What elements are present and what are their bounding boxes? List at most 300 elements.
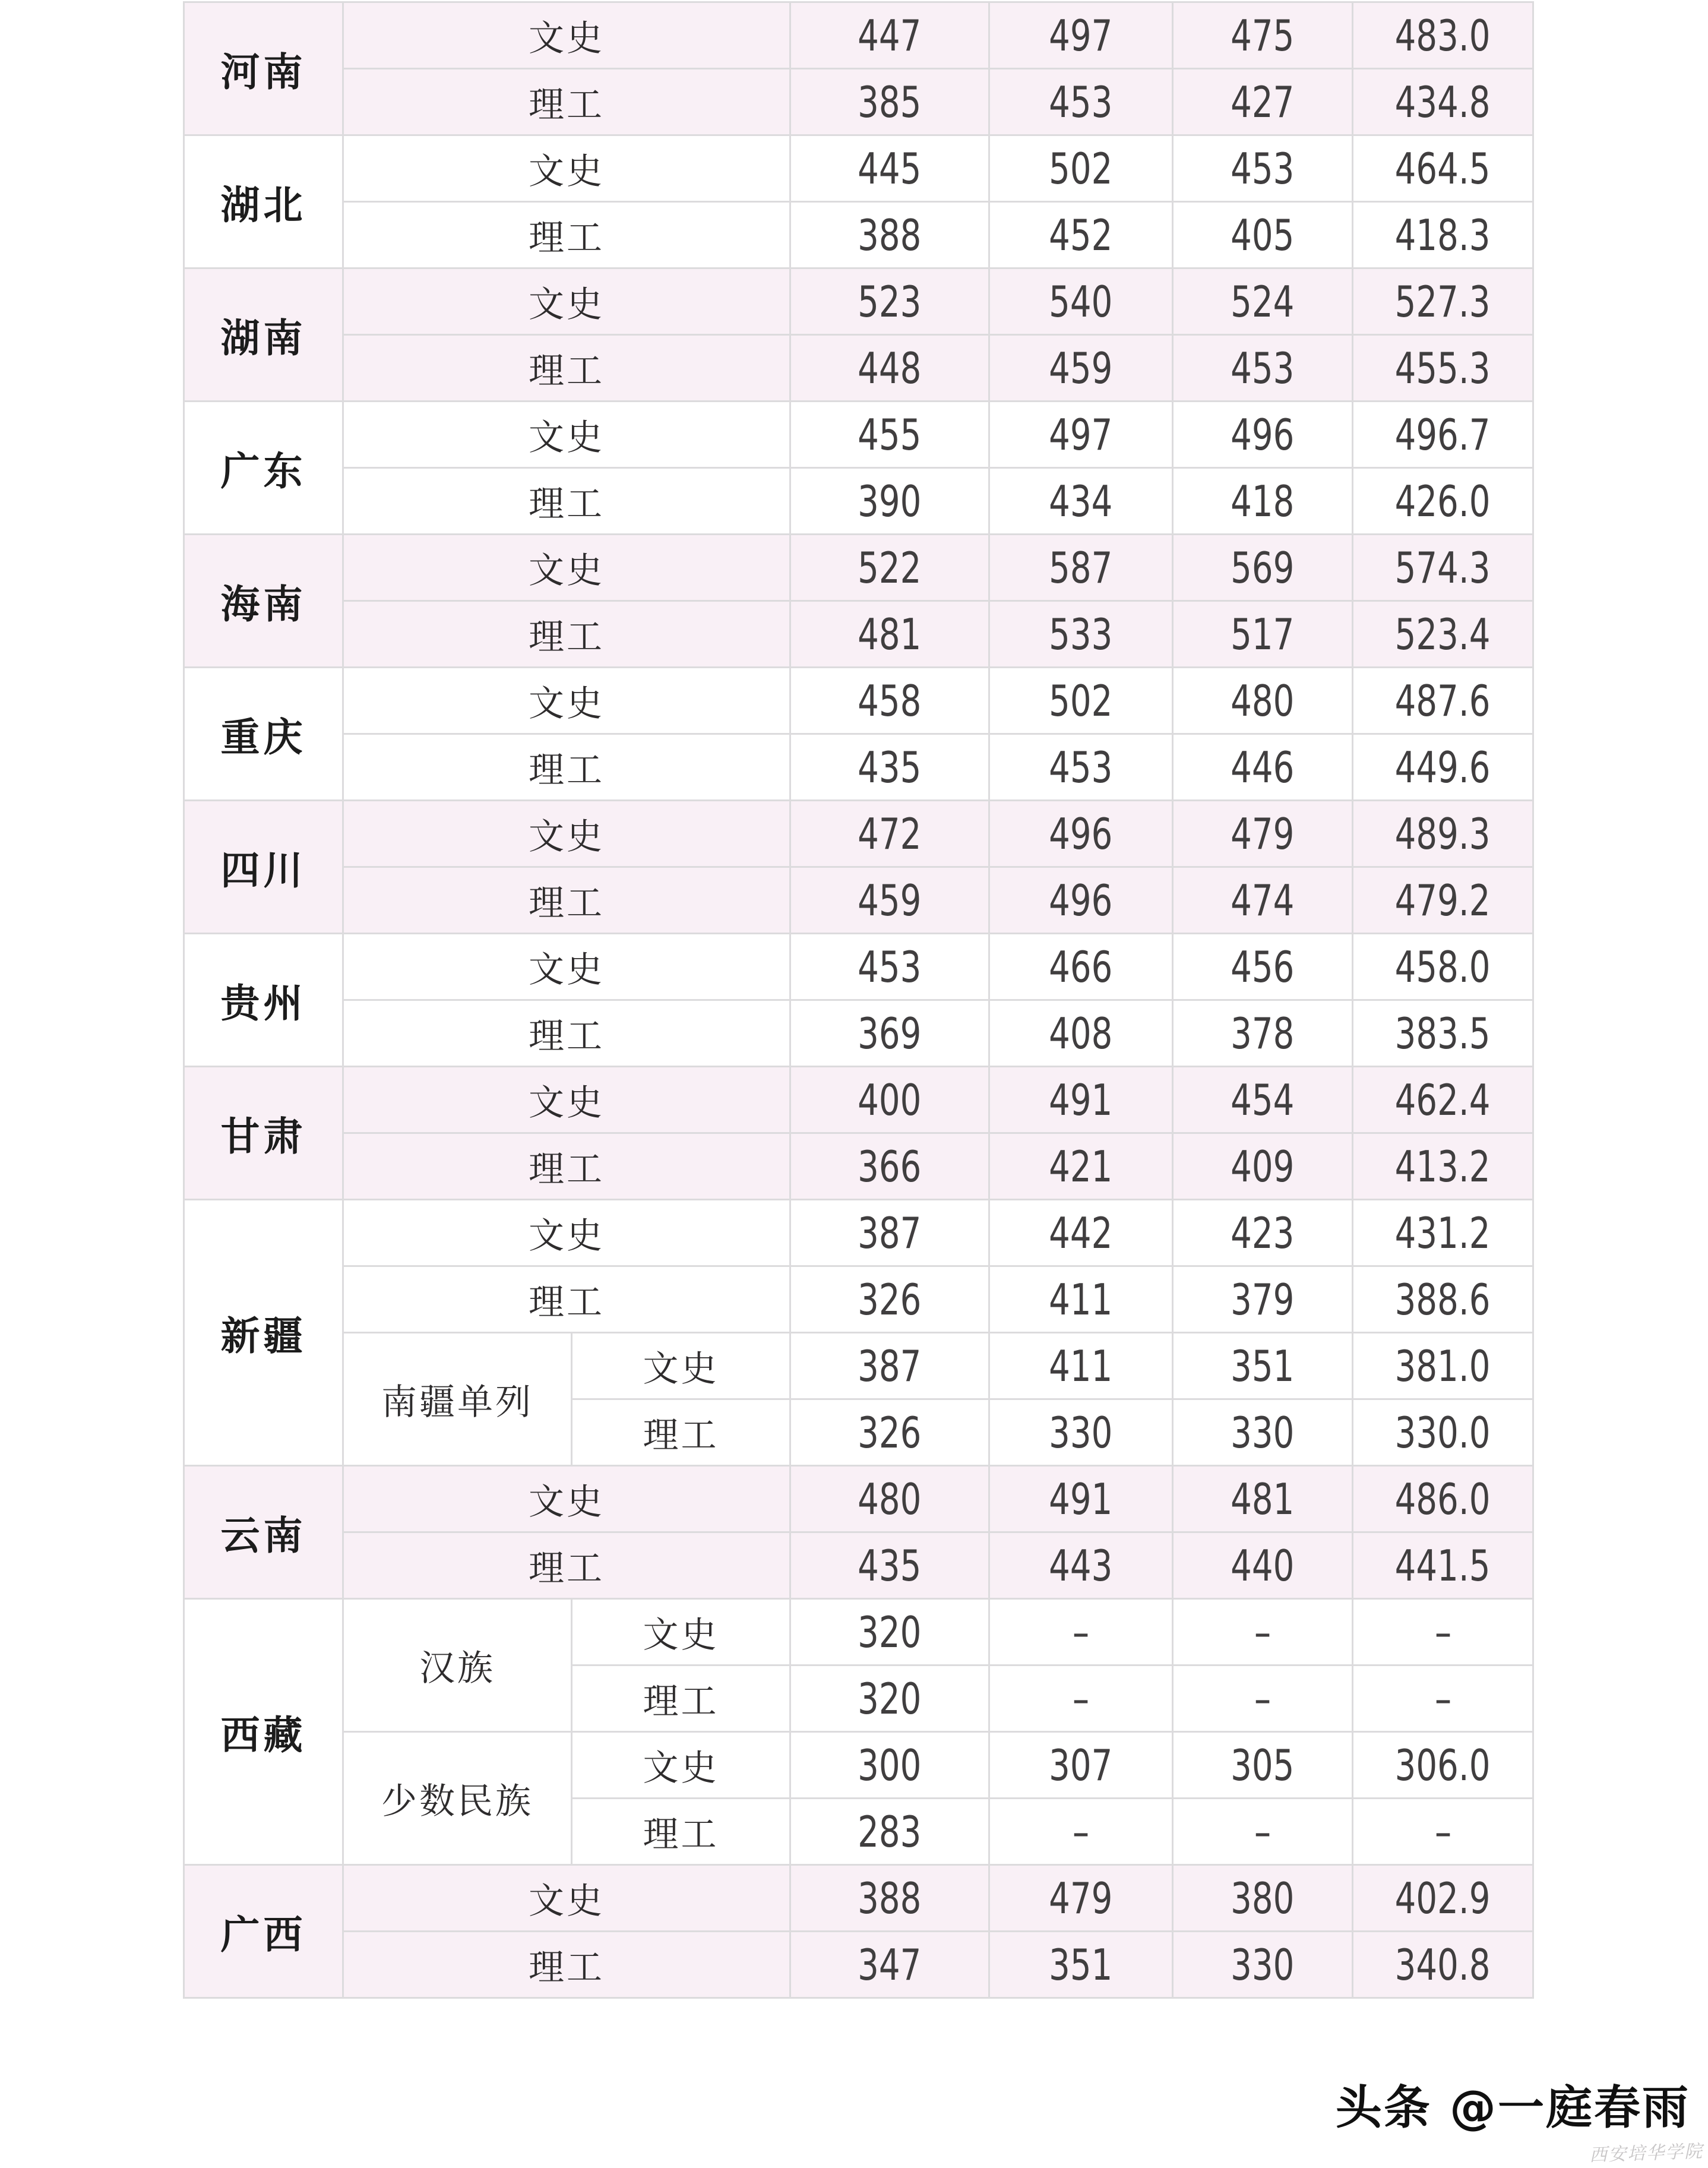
score-value: 496.7 (1395, 409, 1491, 460)
score-cell (1173, 1399, 1353, 1466)
score-value: 435 (858, 742, 922, 792)
score-cell (790, 1732, 989, 1799)
score-cell (1173, 1532, 1353, 1599)
score-cell (790, 601, 989, 668)
score-value: 475 (1231, 10, 1295, 61)
category-cell: 文史 (572, 1732, 790, 1799)
score-value: 462.4 (1395, 1074, 1491, 1125)
score-cell (1353, 69, 1533, 135)
score-cell (1353, 734, 1533, 801)
score-value: 378 (1231, 1008, 1295, 1058)
score-cell (790, 1333, 989, 1399)
score-value: 453 (1231, 143, 1295, 194)
score-cell (1353, 1665, 1533, 1732)
score-value: 326 (858, 1407, 922, 1458)
score-cell (989, 1133, 1173, 1200)
category-cell: 理工 (572, 1665, 790, 1732)
score-value: 320 (858, 1673, 922, 1724)
score-cell (790, 1932, 989, 1998)
table-row (184, 601, 1533, 668)
province-cell: 四川 (184, 801, 343, 934)
province-cell: 甘肃 (184, 1067, 343, 1200)
score-value: 524 (1231, 276, 1295, 327)
score-cell (989, 1932, 1173, 1998)
score-cell (989, 468, 1173, 535)
score-cell (1173, 934, 1353, 1000)
score-cell (1173, 867, 1353, 934)
score-cell (790, 1266, 989, 1333)
province-cell: 湖南 (184, 268, 343, 402)
category-cell: 理工 (343, 1133, 790, 1200)
score-value: 434 (1049, 476, 1113, 526)
subcategory-cell: 少数民族 (343, 1732, 572, 1865)
province-cell: 新疆 (184, 1200, 343, 1466)
category-cell: 理工 (343, 69, 790, 135)
score-value: 388 (858, 1873, 922, 1923)
category-cell: 理工 (343, 1532, 790, 1599)
score-cell (790, 867, 989, 934)
table-row (184, 335, 1533, 402)
table-row (184, 468, 1533, 535)
score-cell (1353, 1599, 1533, 1665)
score-value: 453 (1049, 742, 1113, 792)
score-value: 408 (1049, 1008, 1113, 1058)
score-cell (1353, 535, 1533, 601)
score-value: 387 (858, 1208, 922, 1258)
category-cell: 理工 (343, 867, 790, 934)
score-cell (1353, 1532, 1533, 1599)
score-cell (989, 1665, 1173, 1732)
category-cell: 理工 (343, 1932, 790, 1998)
score-value: – (1254, 1673, 1271, 1724)
score-value: – (1072, 1673, 1090, 1724)
score-cell (989, 1799, 1173, 1865)
category-cell: 理工 (572, 1399, 790, 1466)
score-cell (790, 1133, 989, 1200)
score-value: – (1072, 1806, 1090, 1857)
score-value: 347 (858, 1939, 922, 1990)
score-cell (1173, 402, 1353, 468)
category-cell: 文史 (343, 135, 790, 202)
score-cell (1353, 1067, 1533, 1133)
score-cell (989, 2, 1173, 69)
score-cell (1173, 1466, 1353, 1532)
table-row (184, 1067, 1533, 1133)
score-value: 409 (1231, 1141, 1295, 1192)
score-value: 330 (1231, 1407, 1295, 1458)
category-cell: 理工 (343, 1000, 790, 1067)
category-cell: 文史 (572, 1333, 790, 1399)
province-cell: 海南 (184, 535, 343, 668)
score-cell (790, 1599, 989, 1665)
score-cell (1353, 1932, 1533, 1998)
table-row (184, 268, 1533, 335)
score-cell (1173, 1865, 1353, 1932)
table-row (184, 1932, 1533, 1998)
score-value: 427 (1231, 77, 1295, 127)
score-value: 453 (858, 941, 922, 992)
score-cell (790, 268, 989, 335)
score-value: 496 (1049, 808, 1113, 859)
score-value: 455 (858, 409, 922, 460)
score-cell (1173, 2, 1353, 69)
score-cell (1353, 468, 1533, 535)
category-cell: 文史 (343, 1865, 790, 1932)
score-value: 453 (1231, 343, 1295, 393)
watermark: 西安培华学院 (1589, 2141, 1704, 2166)
score-value: 379 (1231, 1274, 1295, 1325)
score-value: 487.6 (1395, 675, 1491, 726)
score-value: 480 (858, 1474, 922, 1524)
score-cell (989, 69, 1173, 135)
score-value: 388 (858, 210, 922, 260)
subcategory-cell: 汉族 (343, 1599, 572, 1732)
score-value: 431.2 (1395, 1208, 1491, 1258)
score-cell (1173, 1200, 1353, 1266)
score-table (183, 1, 1534, 1999)
score-value: 502 (1049, 143, 1113, 194)
score-value: 369 (858, 1008, 922, 1058)
score-value: 481 (1231, 1474, 1295, 1524)
score-cell (989, 202, 1173, 268)
score-value: 587 (1049, 542, 1113, 593)
score-value: 351 (1049, 1939, 1113, 1990)
score-value: – (1254, 1806, 1271, 1857)
score-value: 523 (858, 276, 922, 327)
score-cell (989, 801, 1173, 867)
subcategory-cell: 南疆单列 (343, 1333, 572, 1466)
table-row (184, 734, 1533, 801)
score-value: 533 (1049, 609, 1113, 659)
score-value: 320 (858, 1607, 922, 1657)
score-cell (989, 1333, 1173, 1399)
score-value: – (1072, 1607, 1090, 1657)
table-row (184, 668, 1533, 734)
score-value: 390 (858, 476, 922, 526)
score-cell (1173, 1732, 1353, 1799)
score-value: 383.5 (1395, 1008, 1491, 1058)
score-cell (790, 734, 989, 801)
score-cell (1173, 1333, 1353, 1399)
score-cell (1353, 135, 1533, 202)
score-cell (989, 1532, 1173, 1599)
score-value: 474 (1231, 875, 1295, 925)
table-row (184, 1200, 1533, 1266)
score-value: – (1434, 1673, 1451, 1724)
score-value: 491 (1049, 1474, 1113, 1524)
score-value: 459 (1049, 343, 1113, 393)
score-cell (989, 335, 1173, 402)
score-cell (1353, 601, 1533, 668)
score-cell (1353, 1133, 1533, 1200)
score-cell (989, 535, 1173, 601)
score-value: 447 (858, 10, 922, 61)
table-row (184, 1466, 1533, 1532)
province-cell: 湖北 (184, 135, 343, 268)
score-value: 387 (858, 1341, 922, 1391)
score-cell (1353, 1000, 1533, 1067)
category-cell: 理工 (343, 202, 790, 268)
score-value: 326 (858, 1274, 922, 1325)
score-cell (790, 1532, 989, 1599)
score-value: 496 (1231, 409, 1295, 460)
score-cell (1173, 1266, 1353, 1333)
score-value: 479.2 (1395, 875, 1491, 925)
score-value: 443 (1049, 1540, 1113, 1591)
score-cell (989, 668, 1173, 734)
table-row (184, 402, 1533, 468)
score-value: 434.8 (1395, 77, 1491, 127)
table-row (184, 135, 1533, 202)
score-cell (1173, 1932, 1353, 1998)
category-cell: 理工 (343, 601, 790, 668)
table-row (184, 69, 1533, 135)
score-value: 481 (858, 609, 922, 659)
category-cell: 文史 (572, 1599, 790, 1665)
table-row (184, 2, 1533, 69)
score-cell (1353, 1799, 1533, 1865)
score-cell (790, 668, 989, 734)
score-cell (1173, 135, 1353, 202)
score-value: 491 (1049, 1074, 1113, 1125)
score-value: 458.0 (1395, 941, 1491, 992)
score-value: 527.3 (1395, 276, 1491, 327)
score-cell (790, 1466, 989, 1532)
score-cell (790, 335, 989, 402)
score-cell (989, 1399, 1173, 1466)
score-value: 574.3 (1395, 542, 1491, 593)
score-cell (1353, 934, 1533, 1000)
score-cell (989, 1599, 1173, 1665)
score-value: 459 (858, 875, 922, 925)
score-value: 489.3 (1395, 808, 1491, 859)
score-value: 300 (858, 1740, 922, 1790)
table-row (184, 934, 1533, 1000)
score-value: 411 (1049, 1274, 1113, 1325)
score-value: 440 (1231, 1540, 1295, 1591)
score-cell (1353, 1200, 1533, 1266)
score-value: – (1254, 1607, 1271, 1657)
score-cell (790, 1000, 989, 1067)
score-cell (989, 1266, 1173, 1333)
score-cell (1353, 1466, 1533, 1532)
score-value: 466 (1049, 941, 1113, 992)
score-cell (1353, 402, 1533, 468)
score-cell (989, 1865, 1173, 1932)
score-value: 411 (1049, 1341, 1113, 1391)
category-cell: 文史 (343, 1067, 790, 1133)
score-value: 330 (1049, 1407, 1113, 1458)
score-cell (989, 1200, 1173, 1266)
score-cell (1353, 202, 1533, 268)
score-cell (790, 202, 989, 268)
score-value: 569 (1231, 542, 1295, 593)
category-cell: 文史 (343, 801, 790, 867)
score-value: 497 (1049, 10, 1113, 61)
score-cell (1353, 668, 1533, 734)
score-value: 423 (1231, 1208, 1295, 1258)
score-cell (989, 1000, 1173, 1067)
score-cell (989, 867, 1173, 934)
score-value: 502 (1049, 675, 1113, 726)
table-row (184, 1532, 1533, 1599)
score-cell (1173, 1000, 1353, 1067)
score-cell (989, 1732, 1173, 1799)
score-cell (790, 402, 989, 468)
score-cell (790, 1865, 989, 1932)
score-cell (989, 268, 1173, 335)
province-cell: 云南 (184, 1466, 343, 1599)
category-cell: 文史 (343, 2, 790, 69)
score-cell (1173, 268, 1353, 335)
score-cell (1173, 801, 1353, 867)
table-row (184, 1732, 1533, 1799)
category-cell: 文史 (343, 934, 790, 1000)
score-value: 522 (858, 542, 922, 593)
table-row (184, 1266, 1533, 1333)
score-cell (1173, 1067, 1353, 1133)
score-value: 454 (1231, 1074, 1295, 1125)
score-value: 540 (1049, 276, 1113, 327)
score-cell (989, 1067, 1173, 1133)
score-cell (790, 69, 989, 135)
score-value: 351 (1231, 1341, 1295, 1391)
score-cell (1173, 69, 1353, 135)
table-row (184, 535, 1533, 601)
score-cell (1173, 668, 1353, 734)
category-cell: 文史 (343, 1466, 790, 1532)
score-cell (989, 1466, 1173, 1532)
score-value: 413.2 (1395, 1141, 1491, 1192)
score-cell (989, 601, 1173, 668)
score-value: 472 (858, 808, 922, 859)
score-value: 405 (1231, 210, 1295, 260)
category-cell: 文史 (343, 1200, 790, 1266)
score-cell (1353, 1333, 1533, 1399)
score-value: 307 (1049, 1740, 1113, 1790)
score-cell (790, 535, 989, 601)
score-value: – (1434, 1806, 1451, 1857)
score-value: 400 (858, 1074, 922, 1125)
table-row (184, 801, 1533, 867)
score-cell (1173, 1665, 1353, 1732)
score-value: 456 (1231, 941, 1295, 992)
score-value: 385 (858, 77, 922, 127)
score-cell (989, 934, 1173, 1000)
score-value: 479 (1049, 1873, 1113, 1923)
category-cell: 理工 (343, 468, 790, 535)
province-cell: 河南 (184, 2, 343, 135)
table-row (184, 1133, 1533, 1200)
score-value: 418.3 (1395, 210, 1491, 260)
table-row (184, 867, 1533, 934)
score-value: 448 (858, 343, 922, 393)
province-cell: 广东 (184, 402, 343, 535)
score-cell (790, 1799, 989, 1865)
category-cell: 文史 (343, 268, 790, 335)
score-value: 523.4 (1395, 609, 1491, 659)
category-cell: 理工 (343, 1266, 790, 1333)
score-value: 305 (1231, 1740, 1295, 1790)
score-cell (1353, 1399, 1533, 1466)
score-cell (790, 934, 989, 1000)
score-cell (790, 1200, 989, 1266)
category-cell: 理工 (343, 335, 790, 402)
score-value: 449.6 (1395, 742, 1491, 792)
score-value: 480 (1231, 675, 1295, 726)
author-credit: 头条 @一庭春雨 (1335, 2081, 1690, 2135)
score-value: 340.8 (1395, 1939, 1491, 1990)
score-cell (1173, 1599, 1353, 1665)
score-value: 497 (1049, 409, 1113, 460)
score-value: 458 (858, 675, 922, 726)
score-value: 418 (1231, 476, 1295, 526)
table-row (184, 1865, 1533, 1932)
province-cell: 贵州 (184, 934, 343, 1067)
score-cell (1353, 2, 1533, 69)
province-cell: 广西 (184, 1865, 343, 1998)
score-cell (989, 135, 1173, 202)
table-row (184, 1599, 1533, 1665)
score-cell (790, 135, 989, 202)
score-value: 445 (858, 143, 922, 194)
score-value: 453 (1049, 77, 1113, 127)
score-value: 441.5 (1395, 1540, 1491, 1591)
score-cell (1353, 1865, 1533, 1932)
score-cell (790, 1665, 989, 1732)
score-cell (989, 734, 1173, 801)
score-value: 455.3 (1395, 343, 1491, 393)
score-cell (790, 2, 989, 69)
score-cell (1173, 734, 1353, 801)
score-cell (1173, 1133, 1353, 1200)
score-value: 464.5 (1395, 143, 1491, 194)
table-row (184, 1333, 1533, 1399)
score-value: 388.6 (1395, 1274, 1491, 1325)
score-value: 330.0 (1395, 1407, 1491, 1458)
category-cell: 文史 (343, 668, 790, 734)
score-value: 283 (858, 1806, 922, 1857)
score-value: 366 (858, 1141, 922, 1192)
score-cell (1353, 335, 1533, 402)
score-cell (790, 801, 989, 867)
score-cell (1173, 202, 1353, 268)
score-value: 446 (1231, 742, 1295, 792)
score-value: 306.0 (1395, 1740, 1491, 1790)
score-cell (1353, 1266, 1533, 1333)
score-value: 442 (1049, 1208, 1113, 1258)
score-cell (1353, 1732, 1533, 1799)
category-cell: 文史 (343, 402, 790, 468)
score-cell (1173, 1799, 1353, 1865)
category-cell: 理工 (572, 1799, 790, 1865)
score-value: 330 (1231, 1939, 1295, 1990)
score-value: 486.0 (1395, 1474, 1491, 1524)
score-cell (1353, 268, 1533, 335)
score-value: 479 (1231, 808, 1295, 859)
score-value: 380 (1231, 1873, 1295, 1923)
score-cell (1173, 535, 1353, 601)
score-value: 402.9 (1395, 1873, 1491, 1923)
score-value: 496 (1049, 875, 1113, 925)
score-cell (790, 1399, 989, 1466)
table-row (184, 202, 1533, 268)
score-cell (1173, 601, 1353, 668)
category-cell: 文史 (343, 535, 790, 601)
score-cell (1173, 335, 1353, 402)
score-value: 381.0 (1395, 1341, 1491, 1391)
score-value: 452 (1049, 210, 1113, 260)
